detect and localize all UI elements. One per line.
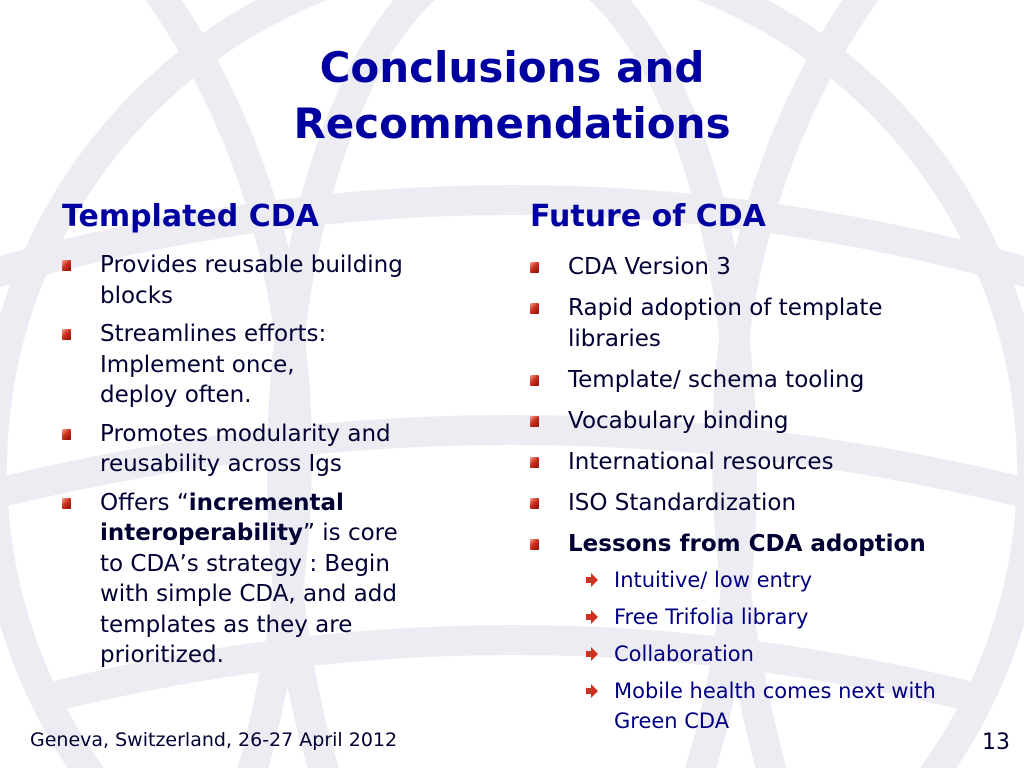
- square-bullet-icon: [530, 303, 539, 314]
- sub-list-item: Intuitive/ low entry: [530, 565, 1024, 595]
- list-item: CDA Version 3: [530, 252, 1024, 283]
- list-item: Rapid adoption of template libraries: [530, 293, 1024, 354]
- square-bullet-icon: [530, 539, 539, 550]
- list-item: Promotes modularity and reusability across Igs: [62, 419, 482, 480]
- square-bullet-icon: [62, 429, 71, 440]
- sub-list-item: Free Trifolia library: [530, 602, 1024, 632]
- templated-cda-heading: Templated CDA: [62, 199, 319, 234]
- list-item: International resources: [530, 447, 1024, 478]
- square-bullet-icon: [530, 457, 539, 468]
- arrow-bullet-icon: [586, 610, 598, 624]
- page-number: 13: [982, 730, 1010, 755]
- list-item: Lessons from CDA adoption: [530, 529, 1024, 560]
- footer-location-date: Geneva, Switzerland, 26-27 April 2012: [30, 729, 398, 751]
- square-bullet-icon: [530, 375, 539, 386]
- arrow-bullet-icon: [586, 684, 598, 698]
- square-bullet-icon: [62, 329, 71, 340]
- bold-phrase: incremental: [188, 489, 344, 516]
- title-line-1: Conclusions and: [319, 43, 705, 92]
- list-item: Vocabulary binding: [530, 406, 1024, 437]
- future-of-cda-list: [530, 252, 1024, 743]
- sub-list-item: Mobile health comes next with Green CDA: [530, 676, 1024, 736]
- square-bullet-icon: [530, 262, 539, 273]
- future-of-cda-heading: Future of CDA: [530, 199, 766, 234]
- arrow-bullet-icon: [586, 647, 598, 661]
- list-item: Offers “incremental interoperability” is core to CDA’s strategy : Begin with simple CDA, and add templates as they are prioritized.: [62, 488, 482, 671]
- list-item: Provides reusable building blocks: [62, 250, 482, 311]
- square-bullet-icon: [62, 260, 71, 271]
- templated-cda-list: [62, 250, 482, 679]
- list-item: Template/ schema tooling: [530, 365, 1024, 396]
- title-line-2: Recommendations: [293, 99, 731, 148]
- bold-phrase: interoperability: [100, 520, 304, 546]
- square-bullet-icon: [62, 498, 71, 509]
- sub-list-item: Collaboration: [530, 639, 1024, 669]
- arrow-bullet-icon: [586, 573, 598, 587]
- square-bullet-icon: [530, 498, 539, 509]
- list-item: Streamlines efforts: Implement once, deploy often.: [62, 319, 482, 411]
- square-bullet-icon: [530, 416, 539, 427]
- list-item: ISO Standardization: [530, 488, 1024, 519]
- slide-title: [0, 40, 1024, 152]
